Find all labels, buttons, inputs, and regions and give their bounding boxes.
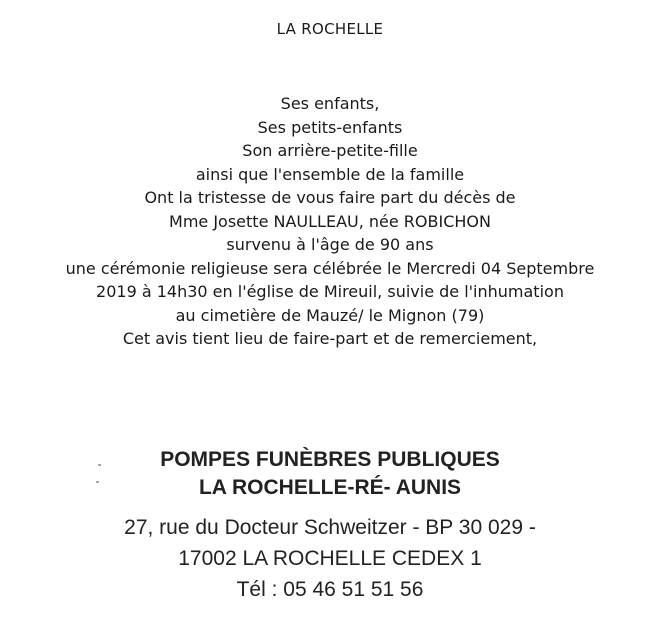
notice-line: Ses enfants, [280, 94, 380, 113]
burial-line: au cimetière de Mauzé/ le Mignon (79) [175, 305, 485, 325]
funeral-home-name [0, 446, 660, 502]
deceased-name-line: Mme Josette NAULLEAU, née ROBICHON [169, 211, 491, 231]
notice-line: Ont la tristesse de vous faire part du décès de [144, 188, 516, 207]
notice-line: Ses petits-enfants [257, 117, 403, 137]
phone-number: Tél : 05 46 51 51 56 [236, 578, 424, 601]
funeral-home-name-line2: LA ROCHELLE-RÉ- AUNIS [198, 476, 462, 499]
funeral-home-name-line1: POMPES FUNÈBRES PUBLIQUES [160, 448, 500, 471]
street-address: 27, rue du Docteur Schweitzer - BP 30 029 - [124, 516, 536, 539]
notice-line: Cet avis tient lieu de faire-part et de remerciement, [122, 329, 538, 348]
city-heading: LA ROCHELLE [276, 20, 384, 38]
city-address: 17002 LA ROCHELLE CEDEX 1 [178, 547, 482, 570]
ceremony-line: une cérémonie religieuse sera célébrée le Mercredi 04 Septembre [65, 258, 595, 278]
funeral-home-address [0, 512, 660, 605]
notice-line: survenu à l'âge de 90 ans [226, 235, 434, 254]
ceremony-line: 2019 à 14h30 en l'église de Mireuil, suivie de l'inhumation [96, 282, 564, 301]
notice-line: ainsi que l'ensemble de la famille [195, 164, 465, 184]
notice-body [0, 92, 660, 351]
notice-line: Son arrière-petite-fille [242, 141, 418, 160]
